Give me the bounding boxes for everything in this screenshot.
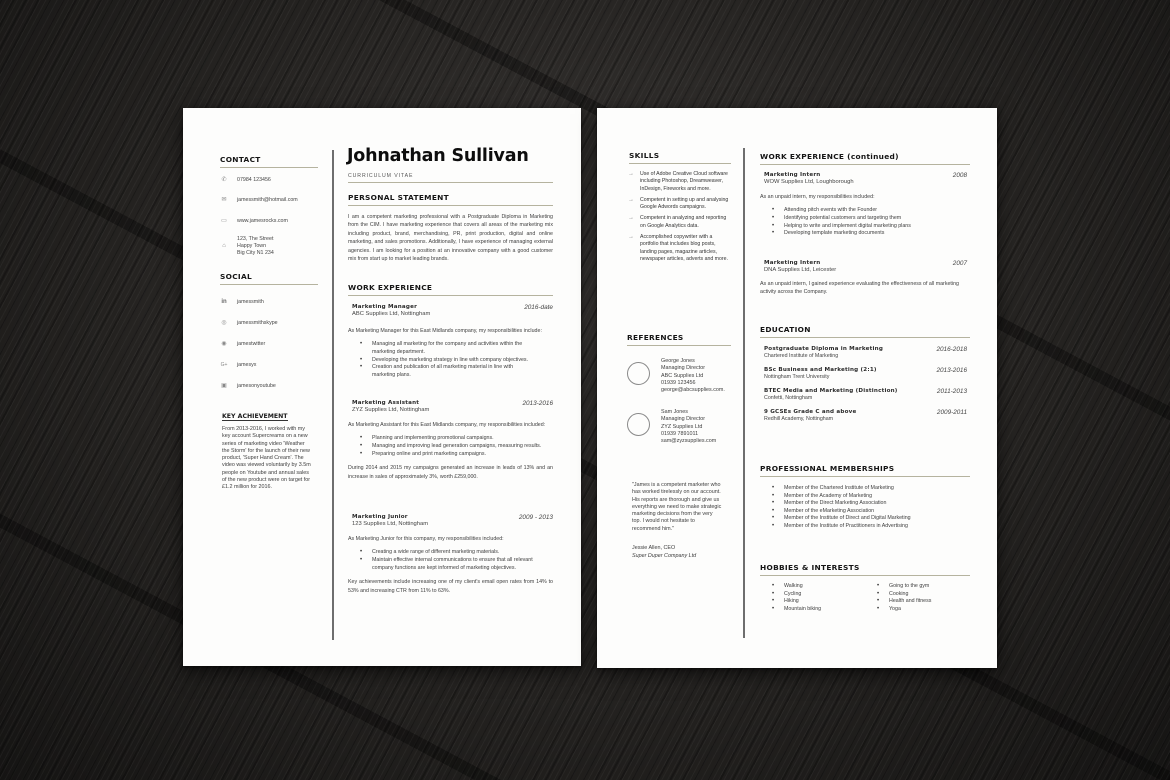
work-continued-heading: WORK EXPERIENCE (continued) <box>760 152 970 165</box>
job-entry <box>760 260 967 297</box>
testimonial-quote: "James is a competent marketer who has worked tirelessly on our account. His reports are thorough and give us everything we need to make strategic marketing decisions from the very top. I would not hesitate to recommend him." <box>632 482 722 532</box>
hobbies-columns <box>760 583 970 613</box>
contact-heading: CONTACT <box>220 155 318 168</box>
education-entry <box>764 367 967 380</box>
job-bullet: • Developing template marketing documents <box>772 230 967 238</box>
youtube-handle: jamesonyoutube <box>237 383 276 389</box>
contact-website <box>220 218 288 225</box>
institution: Confetti, Nottingham <box>764 395 813 401</box>
education-date: 2011-2013 <box>936 388 967 395</box>
twitter-handle: jamestwitter <box>237 341 266 347</box>
email-icon: ✉ <box>221 197 227 203</box>
social-youtube[interactable] <box>220 383 276 390</box>
hobby-item: • Hiking <box>772 598 865 606</box>
reference-name: George Jones <box>661 358 695 364</box>
cv-page-2 <box>597 108 997 668</box>
institution: Nottingham Trent University <box>764 374 830 380</box>
job-outro: During 2014 and 2015 my campaigns generated an increase in leads of 13% and an increase in sales of approximately 3%, worth £259,000. <box>348 465 553 480</box>
email-text[interactable]: jamessmith@hotmail.com <box>237 197 298 203</box>
membership-item: • Member of the Chartered Institute of Marketing <box>772 485 979 493</box>
reference-photo-placeholder <box>627 362 650 385</box>
job-bullets <box>360 549 539 572</box>
education-list <box>764 346 967 430</box>
job-entry <box>348 514 553 595</box>
skill-item: → Competent in analyzing and reporting on Google Analytics data. <box>628 215 730 230</box>
social-linkedin[interactable] <box>220 299 264 306</box>
reference-name: Sam Jones <box>661 409 688 415</box>
reference-email[interactable]: george@abcsupplies.com. <box>661 387 725 394</box>
job-bullet: • Managing and improving lead generation campaigns, measuring results. <box>360 443 553 451</box>
job-title: Marketing Assistant <box>352 400 420 406</box>
job-company: DNA Supplies Ltd, Leicester <box>764 267 837 273</box>
reference-email[interactable]: sam@zyzsupplies.com <box>661 438 717 445</box>
job-bullet: • Developing the marketing strategy in line with company objectives. <box>360 357 533 365</box>
qualification: BSc Business and Marketing (2:1) <box>764 367 877 373</box>
linkedin-handle: jamessmith <box>237 299 264 305</box>
address-text <box>237 236 274 257</box>
cv-page-1 <box>183 108 581 666</box>
reference-phone: 01939 7891011 <box>661 430 699 437</box>
hobby-item: • Mountain biking <box>772 606 865 614</box>
social-heading: SOCIAL <box>220 272 318 285</box>
phone-icon: ✆ <box>221 177 227 183</box>
job-intro: As Marketing Assistant for this East Midlands company, my responsibilities included: <box>348 422 546 428</box>
memberships-list <box>772 485 979 531</box>
address-line-2: Happy Town <box>237 243 267 249</box>
hobby-item: • Going to the gym <box>877 583 970 591</box>
job-bullet: • Maintain effective internal communications to ensure that all relevant company functions are kept informed of marketing objectives. <box>360 557 539 572</box>
job-entry <box>348 400 553 481</box>
education-entry <box>764 388 967 401</box>
education-entry <box>764 346 967 359</box>
testimonial-author: Jessie Allen, CEO <box>632 545 676 551</box>
education-date: 2016-2018 <box>936 346 967 353</box>
hobbies-heading: HOBBIES & INTERESTS <box>760 563 970 576</box>
education-entry <box>764 409 967 422</box>
skill-item: → Accomplished copywriter with a portfolio that includes blog posts, landing pages, magazine articles, newspaper articles, adverts and more. <box>628 234 730 263</box>
youtube-icon: ▣ <box>221 383 227 389</box>
job-intro: As Marketing Manager for this East Midlands company, my responsibilities include: <box>348 328 542 334</box>
job-bullet: • Creation and publication of all marketing material in line with marketing plans. <box>360 364 533 379</box>
testimonial-company: Super Duper Company Ltd <box>632 553 697 559</box>
social-skype[interactable] <box>220 320 278 327</box>
skills-list <box>628 171 730 267</box>
education-heading: EDUCATION <box>760 325 970 338</box>
job-date: 2008 <box>952 172 967 179</box>
job-bullets <box>772 207 967 237</box>
reference-company: ZYZ Supplies Ltd <box>661 423 703 430</box>
work-experience-heading: WORK EXPERIENCE <box>348 283 553 296</box>
job-bullet: • Preparing online and print marketing campaigns. <box>360 451 553 459</box>
job-bullet: • Helping to write and implement digital marketing plans <box>772 223 967 231</box>
key-achievement-text: From 2013-2016, I worked with my key account Supercreams on a new series of marketing video 'Weather the Storm' for the launch of their new product, 'Super Hand Cream'. The video was viewed voluntarily by 3.5m people on Youtube and annual sales of the new product were on target for £1.2 million for 2016. <box>222 426 311 491</box>
personal-statement-text: I am a competent marketing professional with a Postgraduate Diploma in Marketing from the CIM. I have marketing experience that covers all areas of the marketing mix including product, brand, merchandising, PR, print production, digital and online marketing, and sales promotions. Additionally, I have experience of managing external agencies. I am looking for a position at an innovative company with a good customer mix from start up to market leading brands. <box>348 214 553 263</box>
hobby-item: • Health and fitness <box>877 598 970 606</box>
job-outro: Key achievements include increasing one of my client's email open rates from 14% to 53% and increasing CTR from 11% to 63%. <box>348 579 553 594</box>
qualification: Postgraduate Diploma in Marketing <box>764 346 884 352</box>
hobby-item: • Cooking <box>877 591 970 599</box>
home-icon: ⌂ <box>222 243 226 249</box>
website-text[interactable]: www.jamesrocks.com <box>237 218 288 224</box>
address-line-1: 123, The Street <box>237 236 274 242</box>
column-divider <box>743 148 745 638</box>
job-company: WOW Supplies Ltd, Loughborough <box>764 179 854 185</box>
memberships-heading: PROFESSIONAL MEMBERSHIPS <box>760 464 970 477</box>
skype-icon: ◎ <box>221 320 227 326</box>
skills-heading: SKILLS <box>629 151 731 164</box>
job-title: Marketing Manager <box>352 304 418 310</box>
job-company: ABC Supplies Ltd, Nottingham <box>352 311 431 317</box>
job-bullet: • Attending pitch events with the Founder <box>772 207 967 215</box>
candidate-name: Johnathan Sullivan <box>347 146 529 166</box>
monitor-icon: ▭ <box>221 218 227 224</box>
job-date: 2013-2016 <box>522 400 553 407</box>
contact-email <box>220 197 298 204</box>
reference-role: Managing Director <box>661 416 706 423</box>
hobby-item: • Walking <box>772 583 865 591</box>
job-bullets <box>360 341 533 379</box>
membership-item: • Member of the eMarketing Association <box>772 508 979 516</box>
reference-photo-placeholder <box>627 413 650 436</box>
hobby-item: • Yoga <box>877 606 970 614</box>
institution: Chartered Institute of Marketing <box>764 353 839 359</box>
job-bullet: • Managing all marketing for the company and activities within the marketing department. <box>360 341 533 356</box>
cv-subtitle: CURRICULUM VITAE <box>348 173 553 183</box>
contact-phone <box>220 177 271 184</box>
qualification: BTEC Media and Marketing (Distinction) <box>764 388 898 394</box>
job-title: Marketing Intern <box>764 172 821 178</box>
hobbies-column-1 <box>772 583 865 613</box>
references-heading: REFERENCES <box>627 333 731 346</box>
job-bullet: • Planning and implementing promotional campaigns. <box>360 435 553 443</box>
google-plus-handle: jamesyx <box>237 362 257 368</box>
column-divider <box>332 150 334 640</box>
skill-item: → Use of Adobe Creative Cloud software including Photoshop, Dreamweaver, InDesign, Fireworks and more. <box>628 171 730 193</box>
skill-item: → Competent in setting up and analysing Google Adwords campaigns. <box>628 197 730 212</box>
social-twitter[interactable] <box>220 341 265 348</box>
job-intro: As Marketing Junior for this company, my responsibilities included: <box>348 536 504 542</box>
job-bullets <box>360 435 553 458</box>
social-google-plus[interactable] <box>220 362 256 369</box>
membership-item: • Member of the Institute of Practitioners in Advertising <box>772 523 979 531</box>
job-intro: As an unpaid intern, I gained experience evaluating the effectiveness of all marketing activity across the Company. <box>760 281 959 296</box>
job-intro: As an unpaid intern, my responsibilities included: <box>760 194 875 200</box>
job-date: 2007 <box>952 260 967 267</box>
address-line-3: Big City N1 234 <box>237 250 274 256</box>
qualification: 9 GCSEs Grade C and above <box>764 409 857 415</box>
reference-entry <box>661 409 716 445</box>
job-bullet: • Creating a wide range of different marketing materials. <box>360 549 539 557</box>
google-plus-icon: G+ <box>220 362 228 368</box>
job-date: 2016-date <box>524 304 553 311</box>
job-title: Marketing Intern <box>764 260 821 266</box>
membership-item: • Member of the Institute of Direct and Digital Marketing <box>772 515 979 523</box>
contact-address <box>220 236 274 257</box>
job-entry <box>348 304 553 379</box>
reference-phone: 01939 123456 <box>661 379 696 386</box>
institution: Redhill Academy, Nottingham <box>764 416 834 422</box>
membership-item: • Member of the Direct Marketing Association <box>772 500 979 508</box>
linkedin-icon: in <box>221 299 227 305</box>
reference-role: Managing Director <box>661 365 706 372</box>
membership-item: • Member of the Academy of Marketing <box>772 493 979 501</box>
job-company: 123 Supplies Ltd, Nottingham <box>352 521 429 527</box>
job-date: 2009 - 2013 <box>518 514 553 521</box>
phone-text: 07984 123456 <box>237 177 271 183</box>
twitter-icon: ◉ <box>221 341 227 347</box>
education-date: 2009-2011 <box>936 409 967 416</box>
job-bullet: • Identifying potential customers and targeting them <box>772 215 967 223</box>
hobby-item: • Cycling <box>772 591 865 599</box>
reference-entry <box>661 358 725 394</box>
reference-company: ABC Supplies Ltd <box>661 372 704 379</box>
job-entry <box>760 172 967 238</box>
hobbies-column-2 <box>877 583 970 613</box>
personal-statement-heading: PERSONAL STATEMENT <box>348 193 553 206</box>
job-title: Marketing Junior <box>352 514 408 520</box>
job-company: ZYZ Supplies Ltd, Nottingham <box>352 407 430 413</box>
key-achievement-heading: KEY ACHIEVEMENT <box>222 413 288 420</box>
education-date: 2013-2016 <box>936 367 967 374</box>
skype-handle: jamessmithskype <box>237 320 278 326</box>
